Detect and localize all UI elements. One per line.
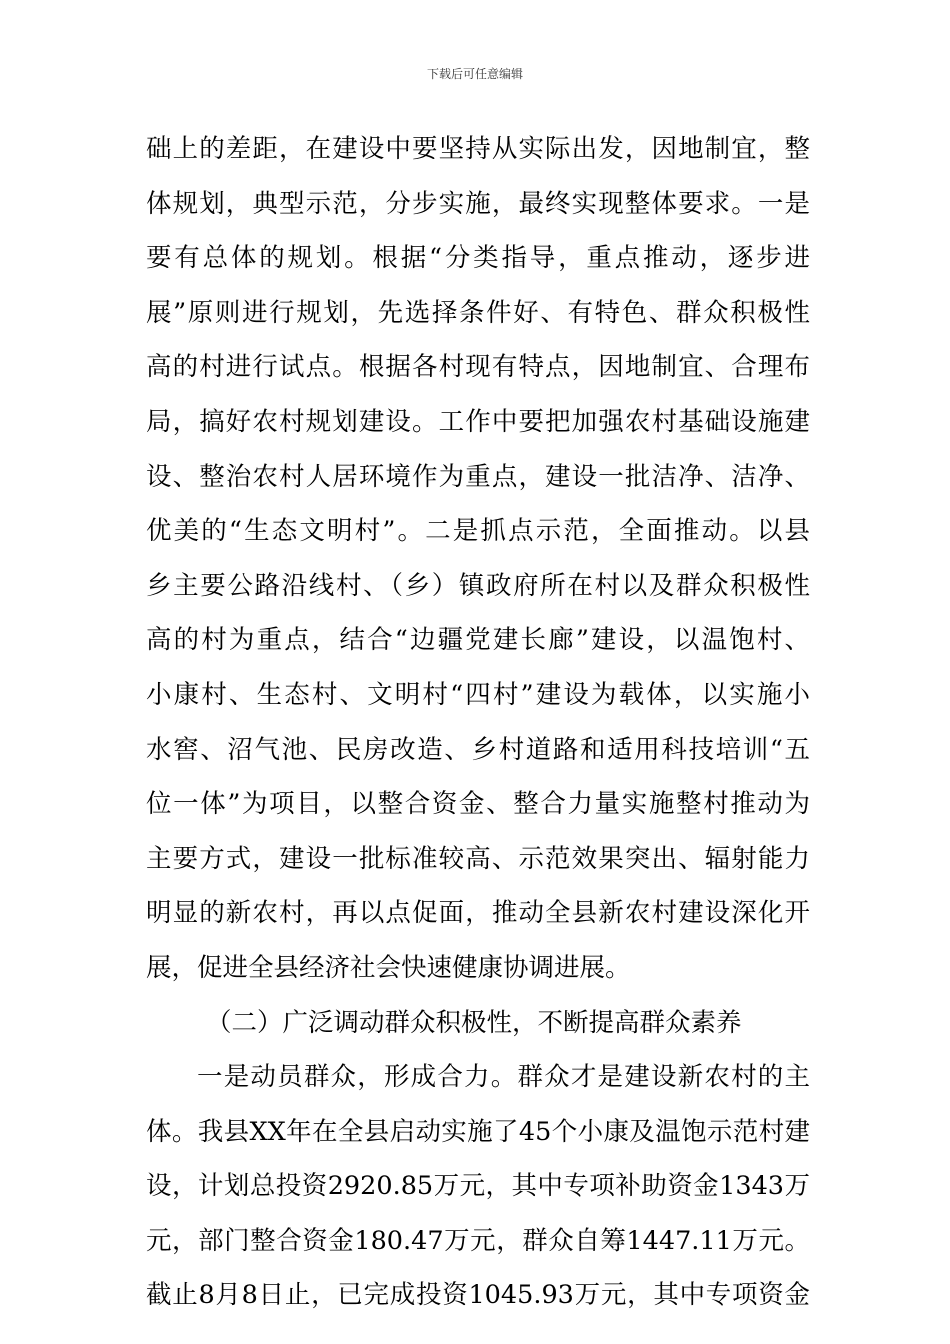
text-line: 水窖、沼气池、民房改造、乡村道路和适用科技培训“五 (146, 734, 810, 765)
text-line: 元，部门整合资金180.47万元，群众自筹1447.11万元。 (146, 1225, 810, 1256)
text-line: 展”原则进行规划，先选择条件好、有特色、群众积极性 (146, 297, 810, 328)
text-line: 要有总体的规划。根据“分类指导，重点推动，逐步进 (146, 243, 810, 274)
text-line: 设、整治农村人居环境作为重点，建设一批洁净、洁净、 (146, 461, 810, 492)
text-line: 局，搞好农村规划建设。工作中要把加强农村基础设施建 (146, 406, 810, 437)
text-line: 设，计划总投资2920.85万元，其中专项补助资金1343万 (146, 1171, 810, 1202)
text-line: 高的村进行试点。根据各村现有特点，因地制宜、合理布 (146, 352, 810, 383)
paragraph-planning (146, 122, 810, 996)
section-heading: （二）广泛调动群众积极性，不断提高群众素养 (206, 1007, 742, 1038)
paragraph-mobilize (146, 1050, 810, 1323)
text-line: 体规划，典型示范，分步实施，最终实现整体要求。一是 (146, 188, 810, 219)
text-line: 位一体”为项目，以整合资金、整合力量实施整村推动为 (146, 789, 810, 820)
text-line: 础上的差距，在建设中要坚持从实际出发，因地制宜，整 (146, 134, 810, 164)
text-line: 体。我县XX年在全县启动实施了45个小康及温饱示范村建 (146, 1116, 810, 1147)
text-line: 高的村为重点，结合“边疆党建长廊”建设，以温饱村、 (146, 625, 810, 656)
document-body (146, 122, 810, 1323)
text-line: 优美的“生态文明村”。二是抓点示范，全面推动。以县 (146, 516, 810, 547)
text-line: 截止8月8日止，已完成投资1045.93万元，其中专项资金 (146, 1280, 810, 1311)
text-line: 小康村、生态村、文明村“四村”建设为载体，以实施小 (146, 679, 810, 710)
text-line: 乡主要公路沿线村、（乡）镇政府所在村以及群众积极性 (146, 570, 810, 601)
page-header: 下载后可任意编辑 (426, 67, 523, 81)
text-line: 一是动员群众，形成合力。群众才是建设新农村的主 (197, 1062, 810, 1093)
text-line: 展，促进全县经济社会快速健康协调进展。 (146, 952, 631, 983)
text-line: 明显的新农村，再以点促面，推动全县新农村建设深化开 (146, 898, 810, 929)
text-line: 主要方式，建设一批标准较高、示范效果突出、辐射能力 (146, 843, 810, 874)
